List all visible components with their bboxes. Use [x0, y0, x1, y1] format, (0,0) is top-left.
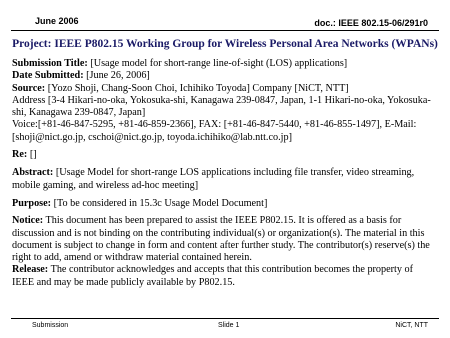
purpose-line — [12, 198, 436, 210]
submission-title-value: [Usage model for short-range line-of-sight (LOS) applications] — [90, 58, 348, 69]
abstract-line — [12, 167, 436, 192]
date-submitted-label: Date Submitted: — [12, 70, 84, 82]
release-label: Release: — [12, 264, 49, 276]
header-doc-id: doc.: IEEE 802.15-06/291r0 — [314, 18, 428, 28]
source-value: [Yozo Shoji, Chang-Soon Choi, Ichihiko Toyoda] Company [NiCT, NTT] — [47, 82, 349, 94]
footer-organization: NiCT, NTT — [395, 322, 428, 329]
abstract-label: Abstract: — [12, 167, 54, 179]
re-label: Re: — [12, 149, 28, 161]
re-value: [] — [29, 149, 37, 161]
header-rule — [11, 30, 439, 31]
re-line — [12, 149, 436, 161]
header-date: June 2006 — [35, 16, 79, 26]
release-value: The contributor acknowledges and accepts that this contribution becomes the property of IEEE and may be made publicly available by P802.15. — [12, 264, 413, 288]
footer-slide-number: Slide 1 — [218, 322, 240, 329]
submission-title-line — [12, 58, 436, 70]
purpose-label: Purpose: — [12, 197, 52, 209]
document-body — [12, 58, 436, 289]
release-line — [12, 264, 436, 289]
date-submitted-line — [12, 70, 436, 82]
voice-line: Voice:[+81-46-847-5295, +81-46-859-2366], FAX: [+81-46-847-5440, +81-46-855-1497], E-Mail:[shoji@nict.go.jp, cschoi@nict.go.jp, toyoda.ichihiko@lab.ntt.co.jp] — [12, 119, 417, 143]
address-line: Address [3-4 Hikari-no-oka, Yokosuka-shi, Kanagawa 239-0847, Japan, 1-1 Hikari-no-oka, Yokosuka-shi, Kanagawa 239-0847, Japan] — [12, 94, 431, 119]
submission-title-label: Submission Title: — [12, 58, 88, 69]
source-line — [12, 83, 436, 95]
source-label: Source: — [12, 82, 46, 94]
purpose-value: [To be considered in 15.3c Usage Model Document] — [53, 197, 268, 209]
abstract-value: [Usage Model for short-range LOS applications including file transfer, video streaming, mobile gaming, and wireless ad-hoc meeting] — [12, 167, 415, 191]
footer-rule — [11, 318, 439, 319]
date-submitted-value: [June 26, 2006] — [86, 70, 150, 82]
notice-label: Notice: — [12, 215, 44, 227]
notice-value: This document has been prepared to assist the IEEE P802.15. It is offered as a basis for discussion and is not binding on the contributing individual(s) or organization(s). The material in this document is subject to change in form and content after further study. The contributor(s) reserve(s) the right to add, amend or withdraw material contained herein. — [12, 215, 430, 264]
footer-submission: Submission — [32, 322, 69, 329]
notice-line — [12, 215, 436, 264]
page-title: Project: IEEE P802.15 Working Group for Wireless Personal Area Networks (WPANs) — [12, 38, 438, 50]
